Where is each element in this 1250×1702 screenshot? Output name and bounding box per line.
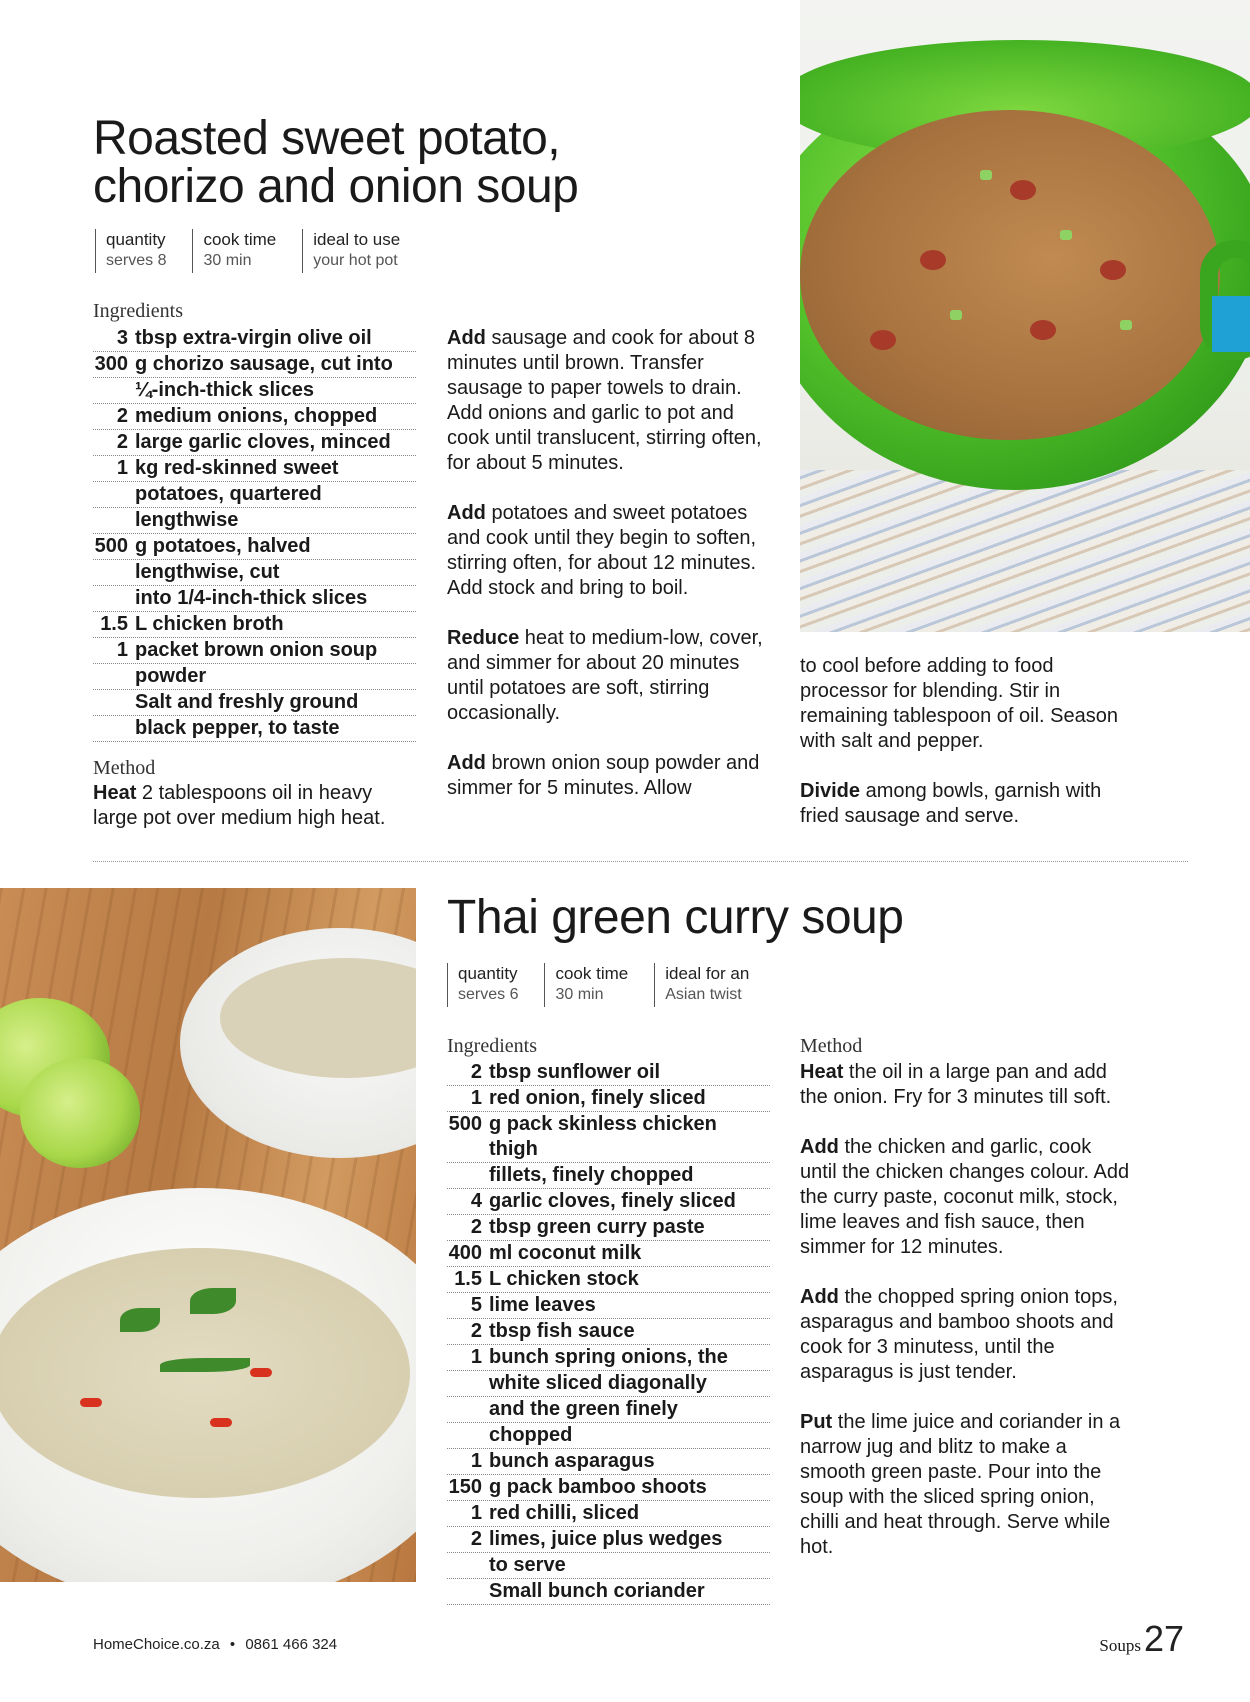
front-bowl-soup: [0, 1248, 410, 1498]
ingredient-row: [447, 1163, 770, 1189]
meta-value: your hot pot: [313, 252, 398, 269]
ingredient-row: [93, 404, 416, 430]
ingredient-text: bunch spring onions, the: [489, 1346, 728, 1368]
ingredient-qty: 1: [470, 1502, 482, 1524]
ingredient-text: Salt and freshly ground: [135, 691, 359, 713]
ingredient-qty: 1: [116, 457, 128, 479]
meta-value: serves 8: [106, 252, 167, 269]
ingredient-text: g pack skinless chicken thigh: [489, 1113, 717, 1160]
footer-separator: •: [229, 1636, 236, 1653]
recipe2-ingredients-label: Ingredients: [447, 1035, 537, 1057]
recipe1-ingredients-list: [93, 326, 416, 742]
ingredient-text: white sliced diagonally: [489, 1372, 707, 1394]
ingredient-text: g chorizo sausage, cut into: [135, 353, 393, 375]
scallion-garnish: [980, 170, 992, 180]
recipe2-method-step: [800, 1285, 1130, 1385]
ingredient-text: medium onions, chopped: [135, 405, 378, 427]
ingredient-qty: 2: [470, 1061, 482, 1083]
ingredient-text: and the green finely: [489, 1398, 678, 1420]
ingredient-row: [447, 1475, 770, 1501]
recipe2-ingredients-list: [447, 1060, 770, 1605]
recipe1-method-label: Method: [93, 757, 156, 779]
ingredient-qty: 150: [448, 1476, 482, 1498]
ingredient-row: [93, 560, 416, 586]
ingredient-text: red chilli, sliced: [489, 1502, 640, 1524]
step-text: the chicken and garlic, cook until the chicken changes colour. Add the curry paste, coconut milk, stock, lime leaves and fish sauce, then simmer for 12 minutes.: [800, 1136, 1130, 1258]
meta-key: quantity: [106, 230, 166, 249]
ingredient-text: chopped: [489, 1424, 573, 1446]
ingredient-qty: 300: [94, 353, 128, 375]
footer-site-link[interactable]: HomeChoice.co.za: [93, 1636, 220, 1653]
coriander-leaf: [190, 1288, 236, 1314]
recipe1-method-step: [800, 779, 1120, 829]
ingredient-row: [447, 1423, 770, 1449]
recipe1-meta: [95, 229, 426, 273]
meta-quantity: [95, 229, 180, 273]
ingredient-row: [447, 1060, 770, 1086]
recipe2-method-label: Method: [800, 1035, 863, 1057]
ingredient-row: [93, 326, 416, 352]
step-lead: Add: [800, 1136, 839, 1158]
coriander-leaf: [120, 1308, 160, 1332]
ingredient-text: ml coconut milk: [489, 1242, 642, 1264]
recipe1-title: [93, 112, 579, 213]
step-lead: Add: [447, 502, 486, 524]
green-bean: [160, 1358, 250, 1372]
ingredient-qty: 4: [470, 1190, 482, 1212]
soup-surface: [800, 110, 1220, 440]
recipe2-title: Thai green curry soup: [447, 891, 904, 944]
ingredient-text: potatoes, quartered: [135, 483, 322, 505]
ingredient-text: black pepper, to taste: [135, 717, 340, 739]
ingredient-row: [447, 1319, 770, 1345]
ingredient-row: [93, 352, 416, 378]
ingredient-row: [447, 1527, 770, 1553]
front-bowl: [0, 1188, 416, 1582]
ingredient-text: bunch asparagus: [489, 1450, 655, 1472]
recipe2-meta: [447, 963, 775, 1007]
ingredient-text: large garlic cloves, minced: [135, 431, 391, 453]
meta-cook-time: [192, 229, 290, 273]
scallion-garnish: [950, 310, 962, 320]
chilli-slice: [210, 1418, 232, 1427]
ingredient-row: [93, 716, 416, 742]
ingredient-row: [447, 1371, 770, 1397]
section-divider: [93, 861, 1188, 862]
recipe1-title-line1: Roasted sweet potato,: [93, 112, 561, 165]
ingredient-qty: 500: [448, 1113, 482, 1135]
ingredient-row: [447, 1345, 770, 1371]
chorizo-garnish: [1100, 260, 1126, 280]
recipe1-title-line2: chorizo and onion soup: [93, 160, 579, 213]
meta-cook-time: [544, 963, 642, 1007]
step-text: 2 tablespoons oil in heavy large pot over medium high heat.: [93, 782, 386, 829]
footer-page-info: [1099, 1618, 1184, 1660]
step-lead: Heat: [93, 782, 137, 804]
ingredient-qty: 2: [470, 1528, 482, 1550]
ingredient-qty: 400: [448, 1242, 482, 1264]
footer-contact: [93, 1636, 337, 1653]
ingredient-row: [93, 612, 416, 638]
step-text: among bowls, garnish with fried sausage and serve.: [800, 780, 1102, 827]
ingredient-qty: [447, 1397, 489, 1422]
meta-value: serves 6: [458, 986, 519, 1003]
step-text: the chopped spring onion tops, asparagus and bamboo shoots and cook for 3 minutess, until the asparagus is just tender.: [800, 1286, 1118, 1383]
ingredient-qty: 500: [94, 535, 128, 557]
meta-key: quantity: [458, 964, 518, 983]
chorizo-garnish: [870, 330, 896, 350]
ingredient-text: g pack bamboo shoots: [489, 1476, 707, 1498]
ingredient-qty: 5: [470, 1294, 482, 1316]
ingredient-row: [93, 482, 416, 508]
ingredient-row: [93, 378, 416, 404]
ingredient-row: [93, 534, 416, 560]
ingredient-text: limes, juice plus wedges: [489, 1528, 723, 1550]
recipe1-method-col3: [800, 654, 1120, 829]
page-number: 27: [1143, 1618, 1184, 1659]
ingredient-text: tbsp sunflower oil: [489, 1061, 661, 1083]
ingredient-row: [447, 1449, 770, 1475]
ingredient-qty: [447, 1371, 489, 1396]
ingredient-qty: 1: [470, 1087, 482, 1109]
ingredient-row: [447, 1086, 770, 1112]
ingredient-row: [447, 1579, 770, 1605]
step-text: to cool before adding to food processor for blending. Stir in remaining tablespoon of oil. Season with salt and pepper.: [800, 655, 1118, 752]
chorizo-garnish: [1030, 320, 1056, 340]
ingredient-qty: [93, 560, 135, 585]
ingredient-text: tbsp green curry paste: [489, 1216, 705, 1238]
ingredient-text: fillets, finely chopped: [489, 1164, 694, 1186]
meta-key: ideal for an: [665, 964, 750, 983]
chilli-slice: [250, 1368, 272, 1377]
ingredient-text: red onion, finely sliced: [489, 1087, 706, 1109]
ingredient-qty: [93, 690, 135, 715]
ingredient-text: kg red-skinned sweet: [135, 457, 339, 479]
ingredient-qty: 1: [116, 639, 128, 661]
step-text: heat to medium-low, cover, and simmer for about 20 minutes until potatoes are soft, stirring occasionally.: [447, 627, 763, 724]
meta-value: Asian twist: [665, 986, 742, 1003]
recipe2-method-step: [800, 1060, 1130, 1110]
ingredient-text: lime leaves: [489, 1294, 596, 1316]
ingredient-text: L chicken stock: [489, 1268, 639, 1290]
ingredient-qty: 3: [116, 327, 128, 349]
recipe1-method-col2: [447, 326, 767, 801]
ingredient-row: [93, 690, 416, 716]
photo-curry-bowls: [0, 888, 416, 1582]
chorizo-garnish: [920, 250, 946, 270]
back-bowl-soup: [220, 958, 416, 1078]
step-lead: Reduce: [447, 627, 520, 649]
section-tab: [1212, 296, 1250, 352]
step-text: the oil in a large pan and add the onion. Fry for 3 minutes till soft.: [800, 1061, 1112, 1108]
ingredient-row: [447, 1267, 770, 1293]
recipe1-method-step: [93, 781, 413, 831]
ingredient-text: powder: [135, 665, 207, 687]
ingredient-row: [447, 1241, 770, 1267]
step-lead: Add: [447, 327, 486, 349]
meta-value: 30 min: [555, 986, 604, 1003]
recipe2-method-step: [800, 1410, 1130, 1560]
step-text: the lime juice and coriander in a narrow jug and blitz to make a smooth green paste. Pour into the soup with the sliced spring onion, chilli and heat through. Serve while hot.: [800, 1411, 1121, 1558]
ingredient-text: packet brown onion soup: [135, 639, 378, 661]
recipe1-method-step: [447, 626, 767, 726]
ingredient-row: [93, 664, 416, 690]
ingredient-qty: [93, 586, 135, 611]
meta-quantity: [447, 963, 532, 1007]
step-text: brown onion soup powder and simmer for 5 minutes. Allow: [447, 752, 760, 799]
ingredient-row: [447, 1293, 770, 1319]
ingredient-qty: [447, 1163, 489, 1188]
ingredient-qty: [447, 1553, 489, 1578]
ingredient-qty: [447, 1579, 489, 1604]
recipe1-method-step: [800, 654, 1120, 754]
chorizo-garnish: [1010, 180, 1036, 200]
ingredient-qty: [93, 508, 135, 533]
step-lead: Add: [800, 1286, 839, 1308]
recipe2-method: [800, 1060, 1130, 1560]
ingredient-text: lengthwise, cut: [135, 561, 280, 583]
ingredient-row: [447, 1112, 770, 1163]
ingredient-qty: 2: [470, 1216, 482, 1238]
ingredient-qty: 2: [116, 431, 128, 453]
ingredient-row: [447, 1553, 770, 1579]
scallion-garnish: [1060, 230, 1072, 240]
meta-key: ideal to use: [313, 230, 401, 249]
striped-towel: [800, 470, 1250, 632]
ingredient-text: into 1/4-inch-thick slices: [135, 587, 368, 609]
footer-section-name: Soups: [1099, 1636, 1141, 1655]
meta-value: 30 min: [203, 252, 252, 269]
recipe1-method-step: [447, 326, 767, 476]
lime-wedge: [20, 1058, 140, 1168]
recipe1-method-step: [447, 751, 767, 801]
step-lead: Put: [800, 1411, 833, 1433]
meta-ideal: [302, 229, 414, 273]
ingredient-qty: 2: [116, 405, 128, 427]
ingredient-row: [447, 1189, 770, 1215]
ingredient-qty: 1: [470, 1450, 482, 1472]
ingredient-text: ¼-inch-thick slices: [135, 379, 314, 401]
footer-phone: 0861 466 324: [245, 1636, 338, 1653]
ingredient-text: lengthwise: [135, 509, 239, 531]
ingredient-text: tbsp extra-virgin olive oil: [135, 327, 372, 349]
ingredient-row: [93, 430, 416, 456]
step-lead: Heat: [800, 1061, 844, 1083]
ingredient-qty: 2: [470, 1320, 482, 1342]
ingredient-row: [447, 1397, 770, 1423]
meta-ideal: [654, 963, 763, 1007]
ingredient-qty: [93, 378, 135, 403]
chilli-slice: [80, 1398, 102, 1407]
recipe1-method-step: [447, 501, 767, 601]
ingredient-text: L chicken broth: [135, 613, 284, 635]
ingredient-text: tbsp fish sauce: [489, 1320, 635, 1342]
ingredient-qty: [93, 716, 135, 741]
ingredient-text: to serve: [489, 1554, 566, 1576]
ingredient-qty: [93, 482, 135, 507]
scallion-garnish: [1120, 320, 1132, 330]
ingredient-text: g potatoes, halved: [135, 535, 311, 557]
recipe2-method-step: [800, 1135, 1130, 1260]
step-lead: Divide: [800, 780, 861, 802]
ingredient-row: [93, 508, 416, 534]
recipe1-ingredients-label: Ingredients: [93, 300, 183, 322]
ingredient-row: [447, 1215, 770, 1241]
ingredient-qty: 1: [470, 1346, 482, 1368]
ingredient-row: [93, 586, 416, 612]
meta-key: cook time: [203, 230, 277, 249]
ingredient-qty: 1.5: [100, 613, 128, 635]
ingredient-text: Small bunch coriander: [489, 1580, 705, 1602]
ingredient-qty: [447, 1423, 489, 1448]
step-text: potatoes and sweet potatoes and cook until they begin to soften, stirring often, for about 12 minutes. Add stock and bring to boil.: [447, 502, 757, 599]
meta-key: cook time: [555, 964, 629, 983]
ingredient-row: [93, 638, 416, 664]
ingredient-row: [447, 1501, 770, 1527]
ingredient-qty: 1.5: [454, 1268, 482, 1290]
ingredient-qty: [93, 664, 135, 689]
step-lead: Add: [447, 752, 486, 774]
ingredient-row: [93, 456, 416, 482]
step-text: sausage and cook for about 8 minutes until brown. Transfer sausage to paper towels to drain. Add onions and garlic to pot and cook until translucent, stirring often, for about 5 minutes.: [447, 327, 762, 474]
ingredient-text: garlic cloves, finely sliced: [489, 1190, 736, 1212]
photo-green-pot-soup: [800, 0, 1250, 632]
